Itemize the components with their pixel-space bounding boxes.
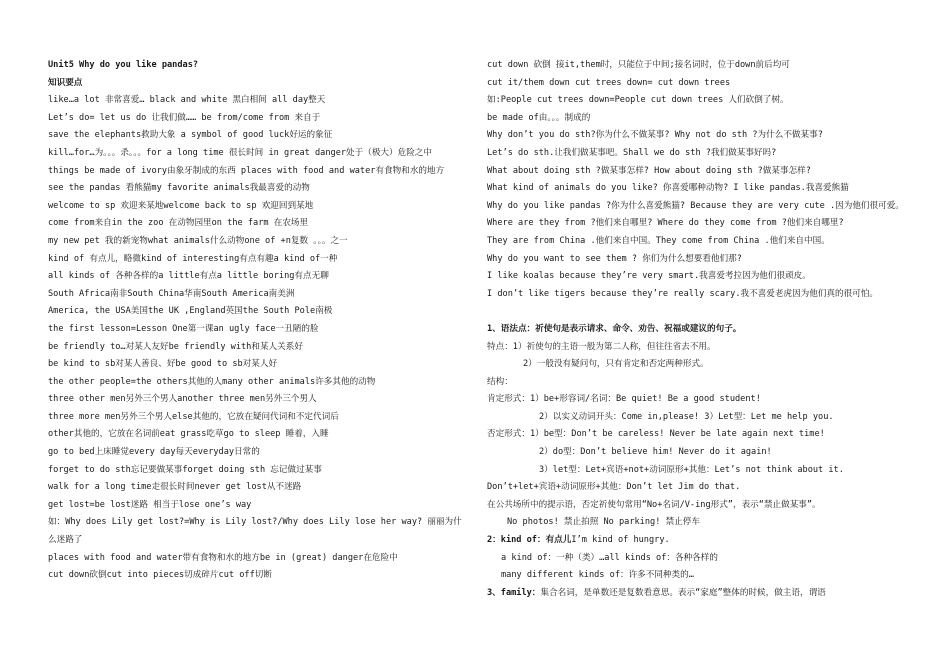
grammar-line: 2）do型：Don’t believe him! Never do it again! (539, 447, 772, 458)
vocab-line: three more men另外三个男人else其他的，它放在疑问代词和不定代词后 (48, 411, 339, 422)
vocab-line: like…a lot 非常喜爱… black and white 黑白相间 all day整天 (48, 95, 326, 106)
kind-of-heading: 2：kind of：有点儿 (487, 535, 572, 546)
vocab-line: be friendly to…对某人友好be friendly with和某人关系好 (48, 341, 303, 352)
grammar-line: Don’t+let+宾语+动词原形+其他：Don’t let Jim do that. (487, 482, 741, 493)
grammar-line: 2）一般没有疑问句，只有肯定和否定两种形式。 (523, 359, 709, 370)
section-heading: 知识要点 (48, 77, 83, 88)
grammar-line: 结构： (487, 376, 513, 387)
phrase-line: What about doing sth ?做某事怎样? How about doing sth ?做某事怎样? (487, 165, 811, 176)
phrase-line: What kind of animals do you like? 你喜爱哪种动物? I like pandas.我喜爱熊猫 (487, 183, 849, 194)
vocab-line: other其他的，它放在名词前eat grass吃草go to sleep 睡着，入睡 (48, 429, 329, 440)
vocab-line: cut down砍倒cut into pieces切成碎片cut off切断 (48, 570, 272, 581)
phrase-line: 如:People cut trees down=People cut down trees 人们砍倒了树。 (487, 95, 789, 106)
unit-title: Unit5 Why do you like pandas? (48, 60, 199, 70)
vocab-line: save the elephants救助大象 a symbol of good luck好运的象征 (48, 130, 333, 141)
family-heading: 3、family： (487, 587, 541, 598)
kind-of-line: a kind of：一种（类）…all kinds of：各种各样的 (501, 552, 718, 563)
kind-of-line: many different kinds of：许多不同种类的… (501, 570, 694, 581)
grammar-line: No photos! 禁止拍照 No parking! 禁止停车 (507, 517, 700, 528)
vocab-line: things be made of ivory由象牙制成的东西 places with food and water有食物和水的地方 (48, 165, 445, 176)
vocab-line: see the pandas 看熊猫my favorite animals我最喜爱的动物 (48, 183, 310, 194)
grammar-heading: 1、语法点：祈使句是表示请求、命令、劝告、祝福或建议的句子。 (487, 323, 742, 334)
vocab-line: go to bed上床睡觉every day每天everyday日常的 (48, 447, 260, 458)
right-column (487, 57, 907, 602)
phrase-line: I like koalas because they’re very smart.我喜爱考拉因为他们很顽皮。 (487, 271, 811, 282)
vocab-line: all kinds of 各种各样的a little有点a little boring有点无聊 (48, 271, 329, 282)
grammar-line: 特点：1）祈使句的主语一般为第二人称，但往往省去不用。 (487, 341, 716, 352)
phrase-line: cut it/them down cut trees down= cut down trees (487, 77, 731, 88)
grammar-line: 在公共场所中的提示语，否定祈使句常用“No+名词/V-ing形式”，表示“禁止做某事”。 (487, 499, 821, 510)
phrase-line: They are from China .他们来自中国。They come from China .他们来自中国。 (487, 235, 830, 246)
phrase-line: Where are they from ?他们来自哪里? Where do they come from ?他们来自哪里? (487, 218, 844, 229)
vocab-line: Let’s do= let us do 让我们做…… be from/come from 来自于 (48, 112, 321, 123)
phrase-line: Why do you like pandas ?你为什么喜爱熊猫? Because they are very cute .因为他们很可爱。 (487, 200, 904, 211)
vocab-line: 如：Why does Lily get lost?=Why is Lily lost?/Why does Lily lose her way? 丽丽为什么迷路了 (48, 517, 462, 546)
vocab-line: kill…for…为。。。杀。。。for a long time 很长时间 in great danger处于（极大）危险之中 (48, 147, 432, 158)
grammar-line: 否定形式：1）be型：Don’t be careless! Never be late again next time! (487, 429, 825, 440)
vocab-line: walk for a long time走很长时间never get lost从不迷路 (48, 482, 302, 493)
kind-of-example: I’m kind of hungry. (571, 535, 670, 546)
vocab-line: three other men另外三个男人another three men另外三个男人 (48, 394, 317, 405)
phrase-line: cut down 砍倒 接it,them时，只能位于中间;接名词时，位于down前后均可 (487, 60, 790, 70)
vocab-line: places with food and water带有食物和水的地方be in (great) danger在危险中 (48, 552, 398, 563)
vocab-line: forget to do sth忘记要做某事forget doing sth 忘记做过某事 (48, 464, 322, 475)
vocab-line: my new pet 我的新宠物what animals什么动物one of +n复数 。。。之一 (48, 235, 348, 246)
vocab-line: kind of 有点儿，略微kind of interesting有点有趣a kind of一种 (48, 253, 338, 264)
phrase-line: I don’t like tigers because they’re really scary.我不喜爱老虎因为他们真的很可怕。 (487, 288, 879, 299)
vocab-line: be kind to sb对某人善良、好be good to sb对某人好 (48, 359, 278, 370)
family-line (487, 585, 907, 603)
family-text: 集合名词，是单数还是复数看意思。表示“家庭”整体的时候，做主语，谓语 (540, 587, 826, 598)
vocab-line: America, the USA美国the UK ,England英国the South Pole南极 (48, 306, 333, 317)
blank-line (487, 303, 907, 321)
phrase-line: Let’s do sth.让我们做某事吧。Shall we do sth ?我们做某事好吗? (487, 147, 777, 158)
left-column (48, 57, 466, 585)
phrase-line: Why do you want to see them ? 你们为什么想要看他们那? (487, 253, 742, 264)
vocab-line: South Africa南非South China华南South America南美洲 (48, 288, 295, 299)
grammar-line: 3）let型：Let+宾语+not+动词原形+其他：Let’s not think about it. (539, 464, 844, 475)
phrase-line: Why don’t you do sth?你为什么不做某事? Why not do sth ?为什么不做某事? (487, 130, 823, 141)
vocab-line: welcome to sp 欢迎来某地welcome back to sp 欢迎回到某地 (48, 200, 314, 211)
grammar-line: 肯定形式：1）be+形容词/名词：Be quiet! Be a good student! (487, 394, 761, 405)
kind-of-line (487, 532, 907, 550)
phrase-line: be made of由。。。制成的 (487, 112, 591, 123)
vocab-line: the other people=the others其他的人many other animals许多其他的动物 (48, 376, 376, 387)
grammar-line: 2）以实义动词开头：Come in,please! 3）Let型：Let me help you. (539, 411, 834, 422)
vocab-line: get lost=be lost迷路 相当于lose one’s way (48, 499, 252, 510)
vocab-line: the first lesson=Lesson One第一课an ugly face一丑陋的脸 (48, 323, 319, 334)
vocab-line: come from来自in the zoo 在动物园里on the farm 在农场里 (48, 218, 309, 229)
